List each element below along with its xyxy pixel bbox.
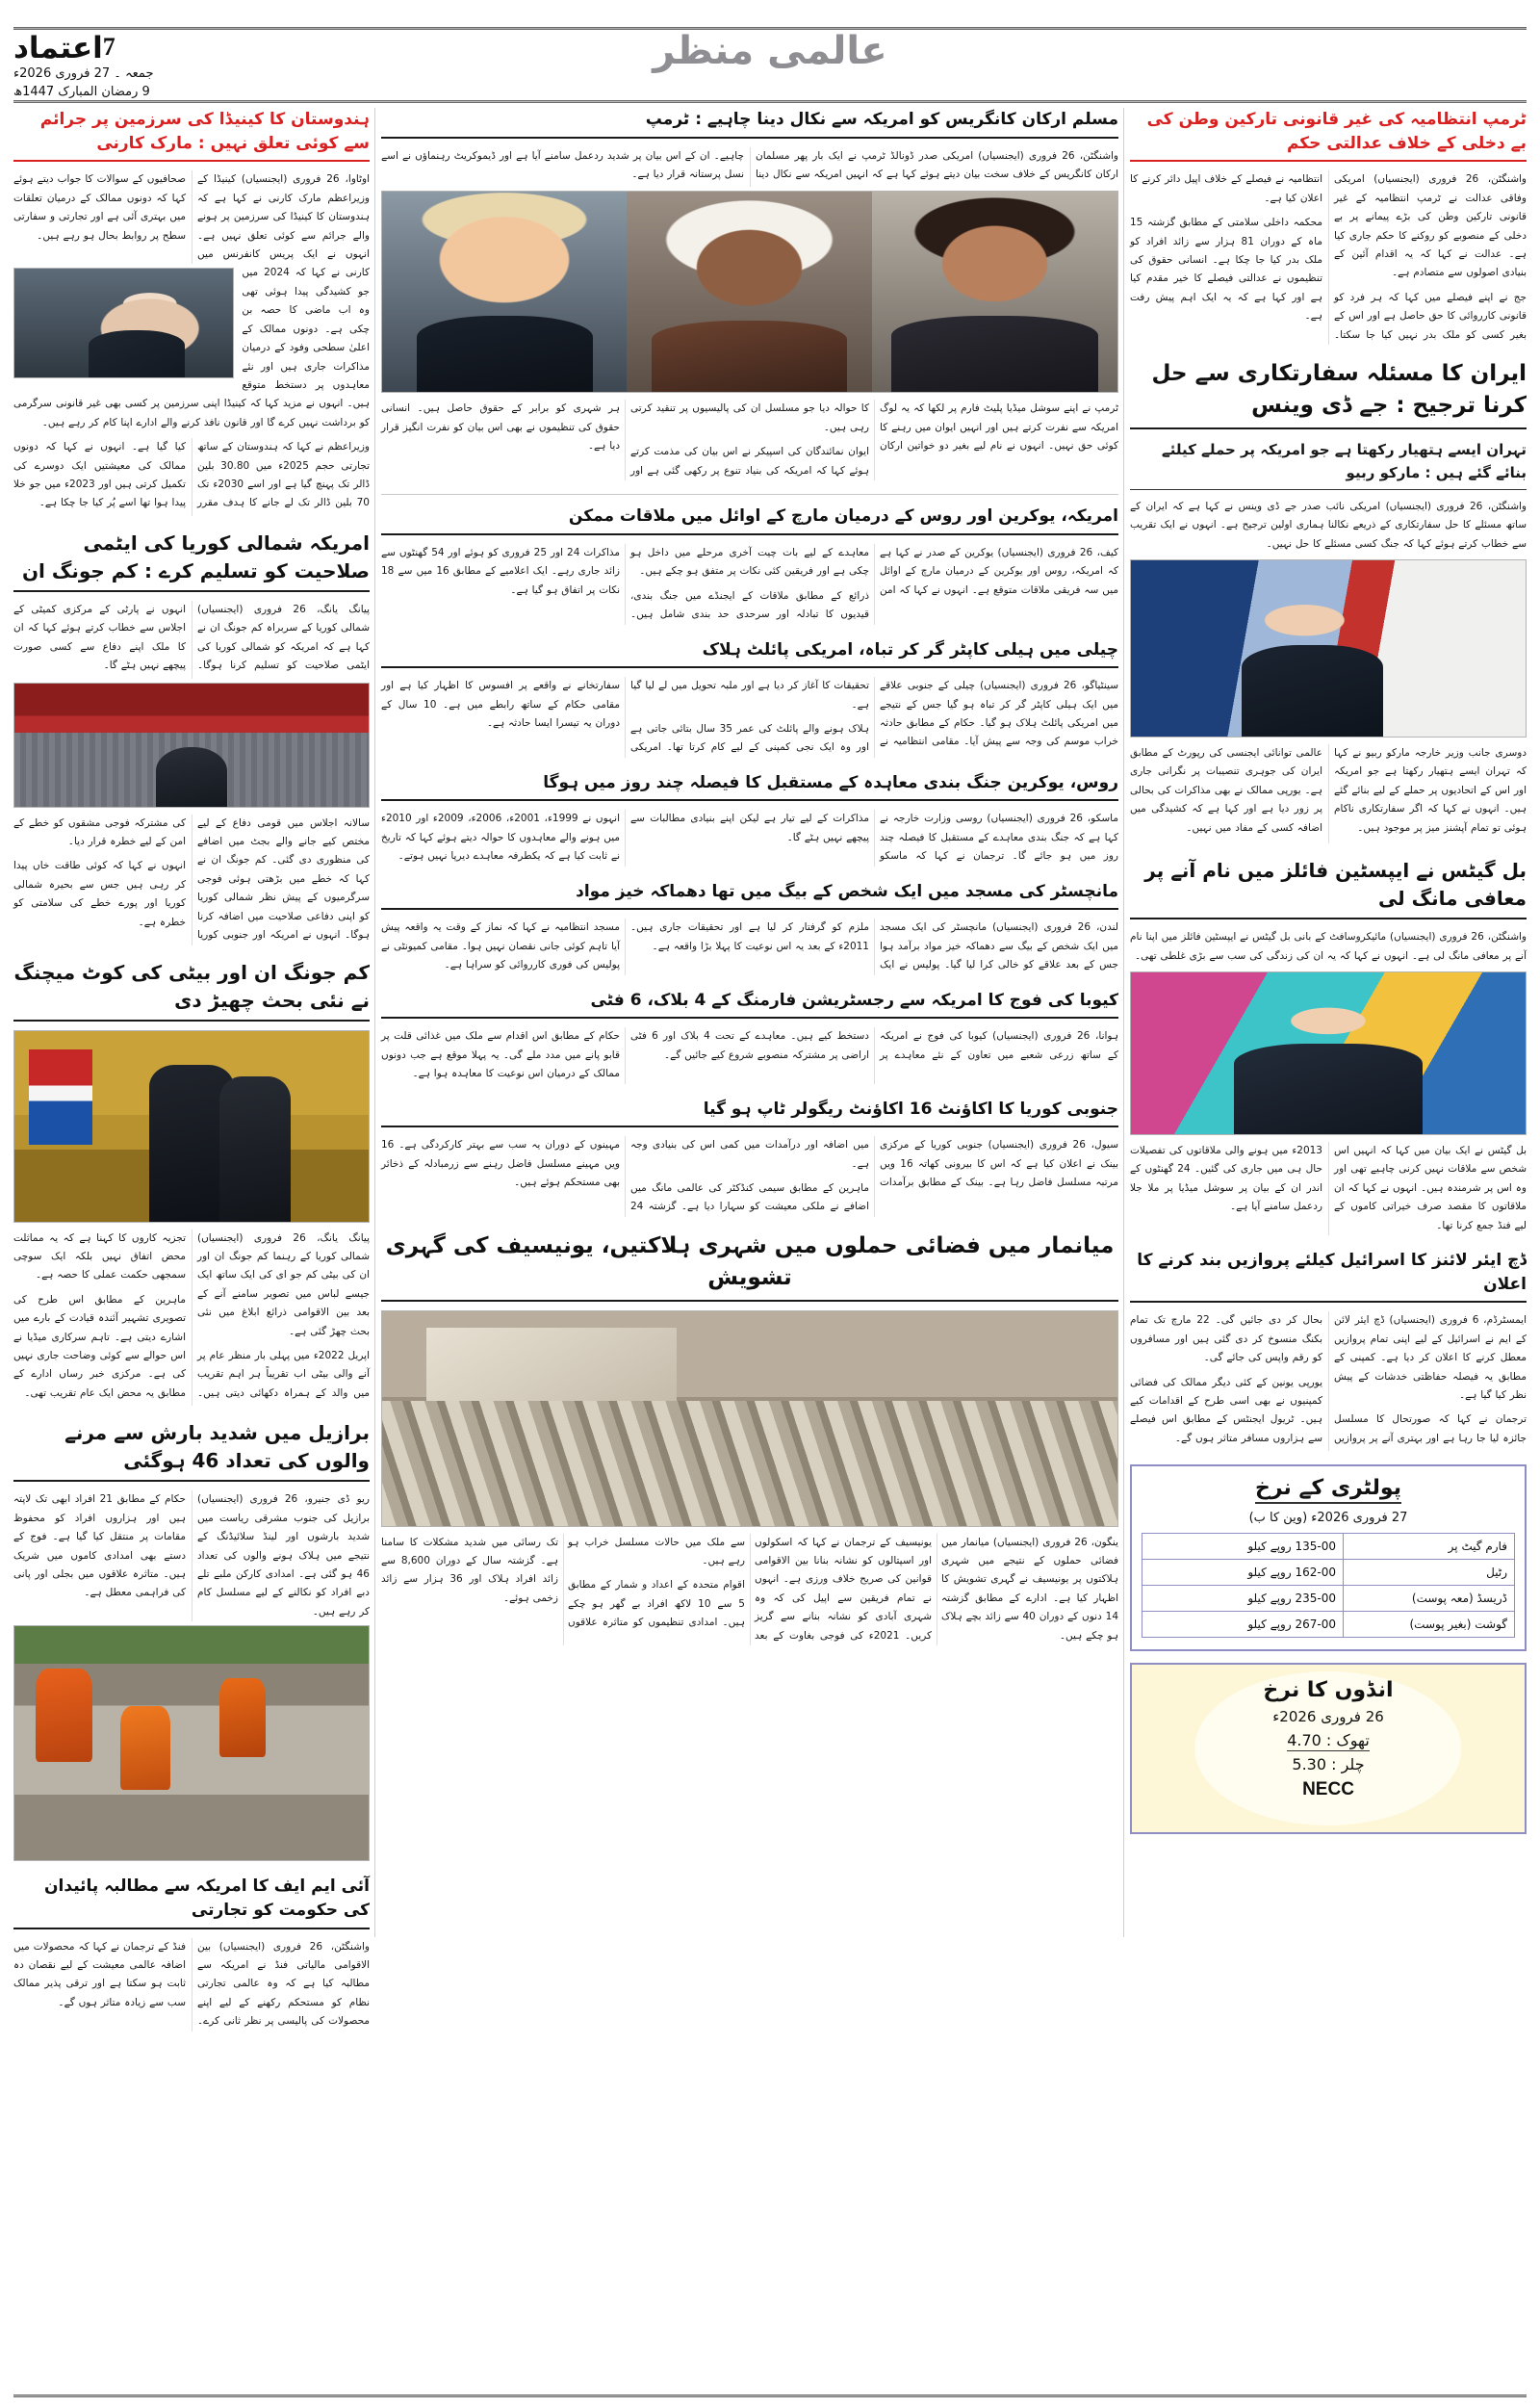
column-right — [1130, 108, 1527, 1834]
column-left — [13, 108, 370, 2045]
rate-value: 267-00 روپے کیلو — [1142, 1612, 1344, 1638]
paragraph: ریو ڈی جنیرو، 26 فروری (ایجنسیاں) برازیل کی جنوب مشرقی ریاست میں شدید بارشوں اور لینڈ سلائیڈنگ کے نتیجے میں ہلاک ہونے والوں کی تعداد 46 ہو گئی ہے۔ امدادی کارکن ملبے تلے دبے افراد کو نکالنے کے لیے مسلسل کام کر رہے ہیں۔ — [197, 1493, 371, 1618]
column-middle — [381, 108, 1118, 1659]
paragraph: جج نے اپنے فیصلے میں کہا کہ ہر فرد کو قانونی کارروائی کا حق حاصل ہے اور اس کے بغیر کسی کو ملک بدر نہیں کیا جا سکتا۔ انتظامیہ نے فیصلے کے خلاف اپیل دائر کرنے کا اعلان کیا ہے۔ — [1130, 173, 1527, 341]
photo-image — [1131, 972, 1526, 1134]
paragraph: محکمہ داخلی سلامتی کے مطابق گزشتہ 15 ماہ کے دوران 81 ہزار سے زائد افراد کو ملک بدر کیا جا چکا ہے۔ انسانی حقوق کی تنظیموں نے عدالتی فیصلے کا خیر مقدم کیا ہے اور کہا ہے کہ یہ ایک اہم پیش رفت ہے۔ — [1130, 217, 1322, 323]
egg-retail-value: 5.30 — [1292, 1755, 1327, 1774]
headline[interactable]: کم جونگ ان اور بیٹی کی کوٹ میچنگ نے نئی بحث چھیڑ دی — [13, 959, 370, 1022]
egg-wholesale-value: 4.70 — [1287, 1731, 1322, 1750]
paragraph: 2013ء میں ہونے والی ملاقاتوں کی تفصیلات حال ہی میں جاری کی گئیں۔ 24 گھنٹوں کے اندر ان کے بیان پر سوشل میڈیا پر ملا جلا ردعمل سامنے آیا ہے۔ — [1130, 1144, 1322, 1213]
headline[interactable]: بل گیٹس نے ایپسٹین فائلز میں نام آنے پر معافی مانگ لی — [1130, 857, 1527, 919]
paragraph: ہلاک ہونے والے پائلٹ کی عمر 35 سال بتائی جاتی ہے اور وہ ایک نجی کمپنی کے لیے کام کرتا تھا۔ امریکی سفارتخانے نے واقعے پر افسوس کا اظہار کیا ہے اور مقامی حکام کے ساتھ رابطے میں ہے۔ 10 سال کے دوران یہ تیسرا ایسا حادثہ ہے۔ — [381, 680, 870, 754]
paragraph: پیانگ یانگ، 26 فروری (ایجنسیاں) شمالی کوریا کے سربراہ کم جونگ ان نے کہا ہے کہ امریکہ کو شمالی کوریا کی ایٹمی صلاحیت کو تسلیم کرنا ہوگا۔ انہوں نے پارٹی کے مرکزی کمیٹی کے اجلاس سے خطاب کرتے ہوئے کہا کہ ان کا ملک اپنے دفاع سے کسی صورت پیچھے نہیں ہٹے گا۔ — [13, 603, 370, 672]
paragraph: وزیراعظم نے کہا کہ ہندوستان کے ساتھ تجارتی حجم 2025ء میں 30.80 بلین ڈالر تک پہنچ گیا ہے اور اسے 2030ء تک 70 بلین ڈالر تک لے جانے کا ہدف مقرر کیا گیا ہے۔ انہوں نے کہا کہ دونوں ممالک کی معیشتیں ایک دوسرے کی تکمیل کرتی ہیں اور 2023ء میں جو خلا پیدا ہوا تھا اسے پُر کیا جا چکا ہے۔ — [13, 441, 371, 509]
table-row — [1142, 1586, 1515, 1612]
paragraph: سینٹیاگو، 26 فروری (ایجنسیاں) چیلی کے جنوبی علاقے میں ایک ہیلی کاپٹر گر کر تباہ ہو گیا جس کے نتیجے میں امریکی پائلٹ ہلاک ہو گیا۔ حکام کے مطابق حادثہ خراب موسم کی وجہ سے پیش آیا۔ مقامی انتظامیہ نے تحقیقات کا آغاز کر دیا ہے اور ملبہ تحویل میں لے لیا گیا ہے۔ — [630, 680, 1118, 748]
egg-rates-date: 26 فروری 2026ء — [1272, 1708, 1384, 1726]
rate-label: فارم گیٹ پر — [1343, 1534, 1514, 1560]
article-dutch-airline — [1130, 1249, 1527, 1451]
paragraph: ایوان نمائندگان کی اسپیکر نے اس بیان کی مذمت کرتے ہوئے کہا کہ امریکہ کی بنیاد تنوع پر رکھی گئی ہے اور ہر شہری کو برابر کے حقوق حاصل ہیں۔ انسانی حقوق کی تنظیموں نے بھی اس بیان کو نفرت انگیز قرار دیا ہے۔ — [381, 402, 869, 477]
table-row — [1142, 1612, 1515, 1638]
headline[interactable]: برازیل میں شدید بارش سے مرنے والوں کی تعداد 46 ہوگئی — [13, 1419, 370, 1482]
paragraph: واشنگٹن، 26 فروری (ایجنسیاں) امریکی وفاقی عدالت نے ٹرمپ انتظامیہ کے غیر قانونی تارکین وطن کی بڑے پیمانے پر بے دخلی کے منصوبے کو روکنے کا حکم جاری کیا ہے۔ عدالت نے کہا کہ یہ اقدام آئین کے بنیادی اصولوں سے متصادم ہے۔ — [1334, 173, 1527, 279]
page-number: 7 — [102, 33, 116, 61]
paragraph: ذرائع کے مطابق ملاقات کے ایجنڈے میں جنگ بندی، قیدیوں کا تبادلہ اور سرحدی حد بندی شامل ہیں۔ مذاکرات 24 اور 25 فروری کو ہوئے اور 54 گھنٹوں سے زائد جاری رہے۔ ایک اعلامیے کے مطابق 16 میں سے 18 نکات پر اتفاق ہو گیا ہے۔ — [381, 546, 869, 621]
poultry-rates-table — [1142, 1533, 1515, 1638]
paragraph: حکام کے مطابق اس اقدام سے ملک میں غذائی قلت پر قابو پانے میں مدد ملے گی۔ یہ پہلا موقع ہے جب دونوں ممالک کے درمیان اس نوعیت کا معاہدہ ہوا ہے۔ — [381, 1030, 620, 1080]
rate-value: 162-00 روپے کیلو — [1142, 1560, 1344, 1586]
rate-value: 235-00 روپے کیلو — [1142, 1586, 1344, 1612]
photo-image — [382, 1311, 1117, 1526]
article-russia-ukraine-ceasefire — [381, 771, 1118, 867]
headline[interactable]: روس، یوکرین جنگ بندی معاہدہ کے مستقبل کا فیصلہ چند روز میں ہوگا — [381, 771, 1118, 802]
headline[interactable]: ہندوستان کا کینیڈا کی سرزمین پر جرائم سے کوئی تعلق نہیں : مارک کارنی — [13, 108, 370, 162]
article-trump-muslim-congress — [381, 108, 1118, 480]
brazil-rescue-photo — [13, 1625, 370, 1861]
headline[interactable]: امریکہ، یوکرین اور روس کے درمیان مارچ کے اوائل میں ملاقات ممکن — [381, 505, 1118, 535]
paragraph: عالمی توانائی ایجنسی کی رپورٹ کے مطابق ایران کی جوہری تنصیبات پر نگرانی جاری ہے۔ یورپی ممالک نے بھی مذاکرات کی بحالی پر زور دیا ہے اور کہا ہے کہ کشیدگی میں اضافہ کسی کے مفاد میں نہیں۔ — [1130, 747, 1322, 834]
paragraph: حکام کے مطابق 21 افراد ابھی تک لاپتہ ہیں اور ہزاروں افراد کو محفوظ مقامات پر منتقل کیا گیا ہے۔ فوج کے دستے بھی امدادی کاموں میں شریک ہیں۔ متاثرہ علاقوں میں بجلی اور پانی کی فراہمی معطل ہے۔ — [13, 1493, 186, 1599]
photo-image — [14, 1626, 369, 1860]
article-myanmar-airstrikes — [381, 1230, 1118, 1645]
sub-headline: تہران ایسے ہتھیار رکھتا ہے جو امریکہ پر حملے کیلئے بنائے گئے ہیں : مارکو ربیو — [1130, 438, 1527, 490]
jd-vance-photo — [1130, 559, 1527, 738]
headline[interactable]: ایران کا مسئلہ سفارتکاری سے حل کرنا ترجیح : جے ڈی وینس — [1130, 358, 1527, 429]
article-brazil-rain-deaths — [13, 1419, 370, 1861]
photo-image — [14, 269, 233, 377]
article-cuba-us-farming — [381, 989, 1118, 1084]
paragraph: واشنگٹن، 26 فروری (ایجنسیاں) بین الاقوامی مالیاتی فنڈ نے امریکہ سے مطالبہ کیا ہے کہ وہ عالمی تجارتی نظام کو مستحکم رکھنے کے لیے اپنے محصولات کی پالیسی پر نظر ثانی کرے۔ فنڈ کے ترجمان نے کہا کہ محصولات میں اضافہ عالمی معیشت کے لیے نقصان دہ ثابت ہو سکتا ہے اور ترقی پذیر ممالک سب سے زیادہ متاثر ہوں گے۔ — [13, 1940, 370, 2028]
paragraph: ینگون، 26 فروری (ایجنسیاں) میانمار میں فضائی حملوں کے نتیجے میں شہری ہلاکتوں پر یونیسیف نے گہری تشویش کا اظہار کیا ہے۔ ادارے کے مطابق گزشتہ 14 دنوں کے دوران 40 سے زائد بچے ہلاک ہو چکے ہیں۔ — [941, 1536, 1119, 1642]
article-carney-india-canada — [13, 108, 370, 516]
headline[interactable]: چیلی میں ہیلی کاپٹر گر کر تباہ، امریکی پائلٹ ہلاک — [381, 638, 1118, 669]
article-us-ukraine-russia-meeting — [381, 505, 1118, 624]
content-grid — [13, 108, 1527, 2395]
paragraph: انہوں نے کہا کہ کوئی طاقت خاں پیدا کر رہی ہیں جس سے بحیرہ شمالی کوریا اور پورے خطے کی سلامتی کو خطرہ ہے۔ — [13, 860, 186, 928]
article-kim-nuclear-recognition — [13, 530, 370, 945]
headline[interactable]: ڈچ ایئر لائنز کا اسرائیل کیلئے پروازیں بند کرنے کا اعلان — [1130, 1249, 1527, 1303]
paragraph: سیول، 26 فروری (ایجنسیاں) جنوبی کوریا کے مرکزی بینک نے اعلان کیا ہے کہ اس کا بیرونی کھاتہ 16 ویں مرتبہ مسلسل فاضل رہا ہے۔ بینک کے مطابق برآمدات میں اضافہ اور درآمدات میں کمی اس کی بنیادی وجہ ہے۔ — [630, 1139, 1118, 1189]
headline[interactable]: کیوبا کی فوج کا امریکہ سے رجسٹریشن فارمنگ کے 4 بلاک، 6 فٹی — [381, 989, 1118, 1020]
headline[interactable]: مانچسٹر کی مسجد میں ایک شخص کے بیگ میں تھا دھماکہ خیز مواد — [381, 880, 1118, 911]
page-bottom-rule — [13, 2394, 1527, 2397]
paragraph: واشنگٹن، 26 فروری (ایجنسیاں) امریکی نائب صدر جے ڈی وینس نے کہا ہے کہ ایران کے ساتھ مسئلے کا حل سفارتکاری کے ذریعے نکالنا ہماری اولین ترجیح ہے۔ انہوں نے ایک تقریب سے خطاب کرتے ہوئے کہا کہ جنگ کسی مسئلے کا حل نہیں۔ — [1130, 500, 1527, 550]
poultry-rates-title: پولٹری کے نرخ — [1255, 1476, 1401, 1504]
rate-label: گوشت (بغیر پوست) — [1343, 1612, 1514, 1638]
table-row — [1142, 1534, 1515, 1560]
masthead-center — [0, 29, 1540, 73]
paragraph: ٹرمپ نے اپنے سوشل میڈیا پلیٹ فارم پر لکھا کہ یہ لوگ امریکہ سے نفرت کرتے ہیں اور انہیں ایوان میں رہنے کا کوئی حق نہیں۔ انہوں نے نام لیے بغیر دو خواتین ارکان کا حوالہ دیا جو مسلسل ان کی پالیسیوں پر تنقید کرتی رہی ہیں۔ — [630, 402, 1118, 453]
headline[interactable]: ٹرمپ انتظامیہ کی غیر قانونی تارکین وطن کی بے دخلی کے خلاف عدالتی حکم — [1130, 108, 1527, 162]
article-imf-us-demand — [13, 1875, 370, 2031]
paragraph: ماسکو، 26 فروری (ایجنسیاں) روسی وزارت خارجہ نے کہا ہے کہ جنگ بندی معاہدے کے مستقبل کا فیصلہ چند روز میں ہو جائے گا۔ ترجمان نے کہا کہ ماسکو مذاکرات کے لیے تیار ہے لیکن اپنے بنیادی مطالبات سے پیچھے نہیں ہٹے گا۔ — [630, 813, 1118, 863]
table-row — [1142, 1560, 1515, 1586]
article-chile-helicopter-crash — [381, 638, 1118, 758]
rate-label: رٹیل — [1343, 1560, 1514, 1586]
poultry-rates-date: 27 فروری 2026ء (وین کا ب) — [1248, 1511, 1408, 1526]
paragraph: مسجد انتظامیہ نے کہا کہ نماز کے وقت یہ واقعہ پیش آیا تاہم کوئی جانی نقصان نہیں ہوا۔ مقامی کمیونٹی نے پولیس کی فوری کارروائی کو سراہا ہے۔ — [381, 921, 620, 971]
date-gregorian: جمعہ ۔ 27 فروری 2026ء — [13, 65, 154, 81]
headline[interactable]: مسلم ارکان کانگریس کو امریکہ سے نکال دینا چاہیے : ٹرمپ — [381, 108, 1118, 139]
photo-image — [14, 1031, 369, 1222]
paragraph: اوٹاوا، 26 فروری (ایجنسیاں) کینیڈا کے وزیراعظم مارک کارنی نے کہا ہے کہ ہندوستان کا کینیڈا کی سرزمین پر ہونے والے جرائم سے کوئی تعلق نہیں ہے۔ انہوں نے ایک پریس کانفرنس میں صحافیوں کے سوالات کا جواب دیتے ہوئے کہا کہ دونوں ممالک کے درمیان تعلقات میں بہتری آئی ہے اور تجارتی و سفارتی سطح پر روابط بحال ہو رہے ہیں۔ — [13, 173, 371, 260]
egg-wholesale-label: تھوک : — [1325, 1731, 1370, 1750]
egg-rates-title: انڈوں کا نرخ — [1263, 1678, 1394, 1703]
rate-value: 135-00 روپے کیلو — [1142, 1534, 1344, 1560]
bill-gates-photo — [1130, 971, 1527, 1135]
trump-omar-tlaib-photo — [381, 191, 1118, 393]
egg-retail-label: چلر : — [1331, 1755, 1365, 1774]
paragraph: انہوں نے 1999ء، 2001ء، 2006ء، 2009ء اور 2010ء میں ہونے والے معاہدوں کا حوالہ دیتے ہوئے کہا کہ تاریخ نے ثابت کیا ہے کہ یکطرفہ معاہدے دیرپا نہیں ہوتے۔ — [381, 813, 621, 863]
photo-image — [1131, 560, 1526, 737]
column-divider-2 — [374, 108, 375, 1937]
headline[interactable]: آئی ایم ایف کا امریکہ سے مطالبہ پائیدان کی حکومت کو تجارتی — [13, 1875, 370, 1928]
photo-image — [382, 192, 1117, 392]
column-divider-1 — [1123, 108, 1124, 1937]
paragraph: بل گیٹس نے ایک بیان میں کہا کہ انہیں اس شخص سے ملاقات نہیں کرنی چاہیے تھی اور وہ اس پر شرمندہ ہیں۔ انہوں نے کہا کہ ان ملاقاتوں کا مقصد صرف خیراتی کاموں کے لیے فنڈ جمع کرنا تھا۔ — [1334, 1144, 1527, 1231]
date-hijri: 9 رمضان المبارک 1447ھ — [13, 85, 150, 100]
paragraph: واشنگٹن، 26 فروری (ایجنسیاں) مائیکروسافٹ کے بانی بل گیٹس نے ایپسٹین فائلز میں اپنا نام آنے پر معافی مانگ لی ہے۔ انہوں نے کہا کہ یہ ان کی زندگی کی سب سے بڑی غلطی تھی۔ — [1130, 931, 1527, 962]
mark-carney-photo — [13, 268, 234, 378]
section-title: عالمی منظر — [653, 29, 887, 73]
paragraph: ماہرین کے مطابق سیمی کنڈکٹر کی عالمی مانگ میں اضافے نے ملکی معیشت کو سہارا دیا ہے۔ گزشتہ 24 مہینوں کے دوران یہ سب سے بہتر کارکردگی ہے۔ 16 ویں مہینے مسلسل فاضل رہنے سے زرمبادلہ کے ذخائر بھی مستحکم ہوئے ہیں۔ — [381, 1139, 869, 1213]
headline[interactable]: میانمار میں فضائی حملوں میں شہری ہلاکتیں، یونیسیف کی گہری تشویش — [381, 1230, 1118, 1302]
paragraph: دوسری جانب وزیر خارجہ مارکو ربیو نے کہا کہ تہران ایسے ہتھیار رکھتا ہے جو امریکہ اور اس کے اتحادیوں پر حملے کے لیے بنائے گئے ہیں۔ انہوں نے کہا کہ اگر سفارتکاری ناکام ہوئی تو تمام آپشنز میز پر موجود ہیں۔ — [1334, 747, 1527, 834]
paragraph: یورپی یونین کے کئی دیگر ممالک کی فضائی کمپنیوں نے بھی اسی طرح کے اقدامات کیے ہیں۔ ٹریول ایجنٹس کے مطابق اس فیصلے سے ہزاروں مسافر متاثر ہوں گے۔ — [1130, 1376, 1322, 1444]
kim-and-daughter-photo — [13, 1030, 370, 1223]
paragraph: کیف، 26 فروری (ایجنسیاں) یوکرین کے صدر نے کہا ہے کہ امریکہ، روس اور یوکرین کے درمیان مارچ کے اوائل میں سہ فریقی ملاقات متوقع ہے۔ انہوں نے کہا کہ امن معاہدے کے لیے بات چیت آخری مرحلے میں داخل ہو چکی ہے اور فریقین کئی نکات پر متفق ہو چکے ہیں۔ — [630, 546, 1118, 596]
egg-rates-source: NECC — [1302, 1779, 1354, 1800]
paragraph: کارنی نے کہا کہ 2024 میں جو کشیدگی پیدا ہوئی تھی وہ اب ماضی کا حصہ بن چکی ہے۔ دونوں ممالک کے اعلیٰ سطحی وفود کے درمیان مذاکرات جاری ہیں اور نئے معاہدوں پر دستخط متوقع ہیں۔ انہوں نے مزید کہا کہ کینیڈا اپنی سرزمین پر کسی بھی غیر قانونی سرگرمی کو برداشت نہیں کرے گا اور قانون نافذ کرنے والے ادارے اپنا کام کر رہے ہیں۔ — [13, 267, 370, 428]
article-immigration-ruling — [1130, 108, 1527, 345]
poultry-rates-box — [1130, 1464, 1527, 1651]
paragraph: ترجمان نے کہا کہ صورتحال کا مسلسل جائزہ لیا جا رہا ہے اور بہتری آنے پر پروازیں بحال کر دی جائیں گی۔ 22 مارچ تک تمام بکنگ منسوخ کر دی گئی ہیں اور مسافروں کو رقم واپس کی جائے گی۔ — [1130, 1314, 1527, 1444]
masthead-bottom-rule — [13, 100, 1527, 103]
article-manchester-mosque — [381, 880, 1118, 975]
article-south-korea-account — [381, 1098, 1118, 1217]
kim-jong-un-congress-photo — [13, 683, 370, 808]
article-kim-daughter-coat — [13, 959, 370, 1407]
paragraph: ایمسٹرڈم، 6 فروری (ایجنسیاں) ڈچ ایئر لائن کے ایم نے اسرائیل کے لیے اپنی تمام پروازیں معطل کرنے کا اعلان کر دیا ہے۔ کمپنی کے مطابق یہ فیصلہ حفاظتی خدشات کے پیش نظر کیا گیا ہے۔ — [1334, 1314, 1527, 1402]
paragraph: واشنگٹن، 26 فروری (ایجنسیاں) امریکی صدر ڈونالڈ ٹرمپ نے ایک بار پھر مسلمان ارکان کانگریس کے خلاف سخت بیان دیتے ہوئے کہا ہے کہ انہیں امریکہ سے نکال دینا چاہیے۔ ان کے اس بیان پر شدید ردعمل سامنے آیا ہے اور ڈیموکریٹ رہنماؤں نے اسے نسل پرستانہ قرار دیا ہے۔ — [381, 149, 1119, 181]
paragraph: ہوانا، 26 فروری (ایجنسیاں) کیوبا کی فوج نے امریکہ کے ساتھ زرعی شعبے میں تعاون کے نئے معاہدے پر دستخط کیے ہیں۔ معاہدے کے تحت 4 بلاک اور 6 فٹی اراضی پر مشترکہ منصوبے شروع کیے جائیں گے۔ — [630, 1030, 1118, 1061]
masthead — [0, 27, 1540, 100]
headline[interactable]: جنوبی کوریا کا اکاؤنٹ 16 اکاؤنٹ ریگولر ٹاپ ہو گیا — [381, 1098, 1118, 1128]
myanmar-damage-photo — [381, 1310, 1118, 1527]
paragraph: لندن، 26 فروری (ایجنسیاں) مانچسٹر کی ایک مسجد میں ایک شخص کے بیگ سے دھماکہ خیز مواد برآمد ہوا جس کے بعد علاقے کو خالی کرا لیا گیا۔ پولیس نے ایک ملزم کو گرفتار کر لیا ہے اور تحقیقات جاری ہیں۔ 2011ء کے بعد یہ اس نوعیت کا پہلا بڑا واقعہ ہے۔ — [630, 921, 1118, 971]
headline[interactable]: امریکہ شمالی کوریا کی ایٹمی صلاحیت کو تسلیم کرے : کم جونگ ان — [13, 530, 370, 592]
paragraph: یونیسیف کے ترجمان نے کہا کہ اسکولوں اور اسپتالوں کو نشانہ بنانا بین الاقوامی قوانین کی صریح خلاف ورزی ہے۔ انہوں نے تمام فریقین سے اپیل کی کہ وہ شہری آبادی کو نشانہ بنانے سے گریز کریں۔ 2021ء کی فوجی بغاوت کے بعد سے ملک میں حالات مسلسل خراب ہو رہے ہیں۔ — [568, 1536, 933, 1642]
paragraph: ماہرین کے مطابق اس طرح کی تصویری تشہیر آئندہ قیادت کے بارے میں اشارے دیتی ہے۔ تاہم سرکاری میڈیا نے اس حوالے سے کوئی وضاحت جاری نہیں کی ہے۔ مرکزی خبر رساں ادارے کے مطابق یہ محض ایک عام تقریب تھی۔ — [13, 1293, 186, 1399]
article-bill-gates-apology — [1130, 857, 1527, 1235]
egg-rates-box — [1130, 1663, 1527, 1834]
publication-logo: اعتماد — [13, 31, 103, 65]
rate-label: ڈریسڈ (معہ پوست) — [1343, 1586, 1514, 1612]
paragraph: اقوام متحدہ کے اعداد و شمار کے مطابق 5 سے 10 لاکھ افراد بے گھر ہو چکے ہیں۔ امدادی تنظیموں کو متاثرہ علاقوں تک رسائی میں شدید مشکلات کا سامنا ہے۔ گزشتہ سال کے دوران 8,600 سے زائد افراد ہلاک اور 36 ہزار سے زائد زخمی ہوئے۔ — [381, 1536, 745, 1629]
paragraph: سالانہ اجلاس میں قومی دفاع کے لیے مختص کیے جانے والے بجٹ میں اضافے کی منظوری دی گئی۔ کم جونگ ان نے کہا کہ خطے میں بڑھتی ہوئی فوجی سرگرمیوں کے پیش نظر شمالی کوریا کو اپنی دفاعی صلاحیت میں اضافہ کرنا ہوگا۔ انہوں نے امریکہ اور جنوبی کوریا کی مشترکہ فوجی مشقوں کو خطے کے امن کے لیے خطرہ قرار دیا۔ — [13, 816, 370, 942]
article-iran-diplomacy — [1130, 358, 1527, 843]
photo-image — [14, 684, 369, 807]
paragraph: پیانگ یانگ، 26 فروری (ایجنسیاں) شمالی کوریا کے رہنما کم جونگ ان اور ان کی بیٹی کم جو ای کی ایک ساتھ ایک جیسے لباس میں تصویر سامنے آنے کے بعد بین الاقوامی ذرائع ابلاغ میں نئی بحث چھڑ گئی ہے۔ — [197, 1231, 370, 1337]
paragraph: اپریل 2022ء میں پہلی بار منظر عام پر آنے والی بیٹی اب تقریباً ہر اہم تقریب میں والد کے ہمراہ دکھائی دیتی ہیں۔ تجزیہ کاروں کا کہنا ہے کہ یہ مماثلت محض اتفاق نہیں بلکہ ایک سوچی سمجھی حکمت عملی کا حصہ ہے۔ — [13, 1231, 370, 1399]
